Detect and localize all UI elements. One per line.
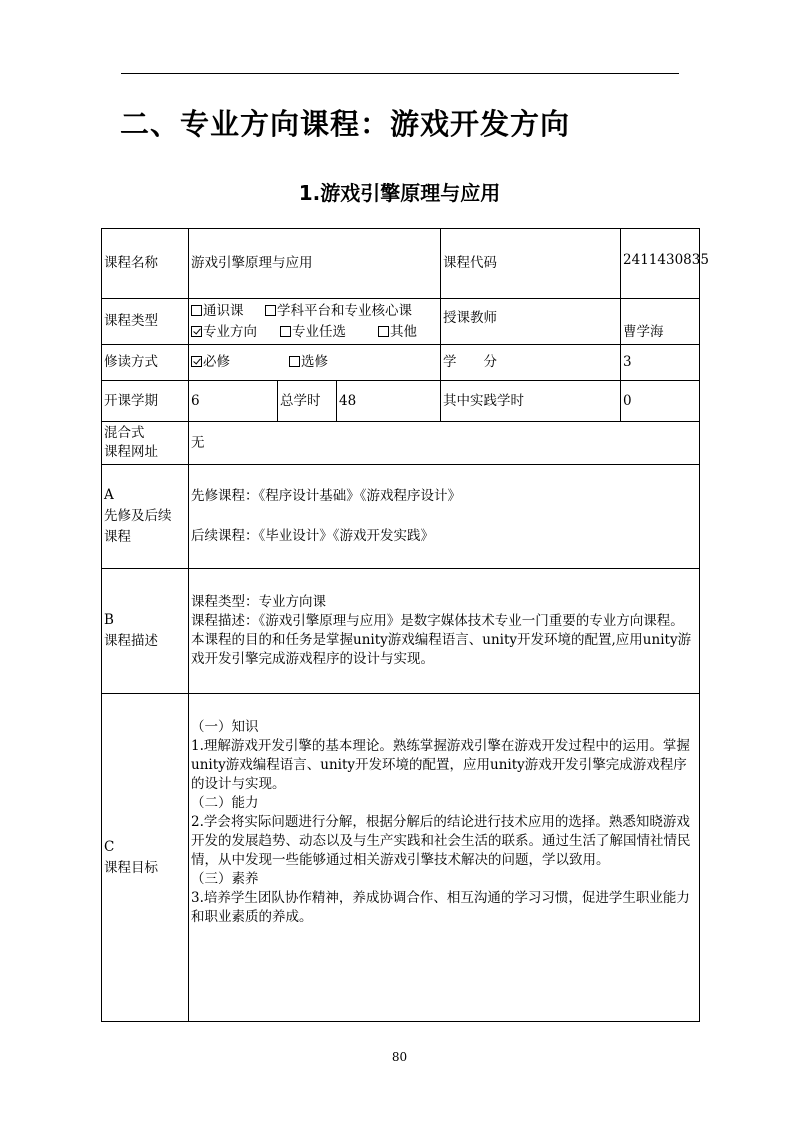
semester-value: 6: [189, 381, 278, 422]
study-option-required[interactable]: 必修: [191, 353, 289, 372]
row-prerequisites: [102, 465, 700, 569]
course-heading: 1.游戏引擎原理与应用: [298, 181, 501, 205]
credit-value: 3: [621, 345, 700, 381]
practice-label: 其中实践学时: [441, 381, 621, 422]
teacher-value: 曹学海: [621, 299, 700, 345]
practice-value: 0: [621, 381, 700, 422]
checkbox-checked-icon: [191, 356, 202, 367]
objective-quality: 3.培养学生团队协作精神，养成协调合作、相互沟通的学习习惯，促进学生职业能力和职业素质的养成。: [191, 890, 690, 925]
c-content: [189, 694, 700, 1022]
row-description: [102, 569, 700, 694]
checkbox-icon: [191, 305, 202, 316]
objective-knowledge: 1.理解游戏开发引擎的基本理论。熟练掌握游戏引擎在游戏开发过程中的运用。掌握unity游戏编程语言、unity开发环境的配置，应用unity游戏开发引擎完成游戏程序的设计与实现。: [191, 738, 690, 792]
objective-heading-ability: （二）能力: [191, 795, 259, 811]
row-study-mode: [102, 345, 700, 381]
row-course-type: [102, 299, 700, 345]
hours-label: 总学时: [278, 381, 337, 422]
followup-courses: 后续课程：《毕业设计》《游戏开发实践》: [191, 528, 434, 544]
c-label: C 课程目标: [102, 694, 189, 1022]
checkbox-icon: [265, 305, 276, 316]
checkbox-icon: [289, 356, 300, 367]
a-content: [189, 465, 700, 569]
code-value: 2411430835: [621, 229, 700, 299]
course-description: 课程描述：《游戏引擎原理与应用》是数字媒体技术专业一门重要的专业方向课程。本课程的目的和任务是掌握unity游戏编程语言、unity开发环境的配置,应用unity游戏开发引擎完成游戏程序的设计与实现。: [191, 613, 692, 667]
row-course-name: [102, 229, 700, 299]
objective-heading-quality: （三）素养: [191, 871, 259, 887]
type-option-elective[interactable]: 专业任选: [280, 322, 378, 343]
objective-heading-knowledge: （一）知识: [191, 719, 259, 735]
study-options: [189, 345, 441, 381]
type-label: 课程类型: [102, 299, 189, 345]
credit-label: 学 分: [441, 345, 621, 381]
study-label: 修读方式: [102, 345, 189, 381]
row-mixed-course: [102, 422, 700, 465]
hours-value: 48: [337, 381, 441, 422]
semester-label: 开课学期: [102, 381, 189, 422]
teacher-label: 授课教师: [441, 299, 621, 345]
type-option-core[interactable]: 学科平台和专业核心课: [265, 301, 412, 322]
b-label: B 课程描述: [102, 569, 189, 694]
section-title: 二、专业方向课程：游戏开发方向: [120, 107, 571, 141]
mixed-label: 混合式 课程网址: [102, 422, 189, 465]
row-objectives: [102, 694, 700, 1022]
checkbox-checked-icon: [191, 326, 202, 337]
mixed-value: 无: [189, 422, 700, 465]
code-label: 课程代码: [441, 229, 621, 299]
name-label: 课程名称: [102, 229, 189, 299]
course-table: [101, 228, 709, 1022]
name-value: 游戏引擎原理与应用: [189, 229, 441, 299]
type-option-direction[interactable]: 专业方向: [191, 322, 280, 343]
row-semester: [102, 381, 700, 422]
type-option-general[interactable]: 通识课: [191, 301, 265, 322]
type-option-other[interactable]: 其他: [378, 322, 417, 343]
prerequisite-courses: 先修课程：《程序设计基础》《游戏程序设计》: [191, 488, 461, 504]
type-options: [189, 299, 441, 345]
page-number: 80: [391, 1050, 408, 1064]
a-label: A 先修及后续 课程: [102, 465, 189, 569]
checkbox-icon: [280, 326, 291, 337]
objective-ability: 2.学会将实际问题进行分解，根据分解后的结论进行技术应用的选择。熟悉知晓游戏开发的发展趋势、动态以及与生产实践和社会生活的联系。通过生活了解国情社情民情，从中发现一些能够通过相关游戏引擎技术解决的问题，学以致用。: [191, 814, 691, 868]
b-content: [189, 569, 700, 694]
study-option-optional[interactable]: 选修: [289, 353, 328, 372]
course-type-line: 课程类型：专业方向课: [191, 594, 326, 610]
checkbox-icon: [378, 326, 389, 337]
header-rule: [121, 73, 679, 74]
